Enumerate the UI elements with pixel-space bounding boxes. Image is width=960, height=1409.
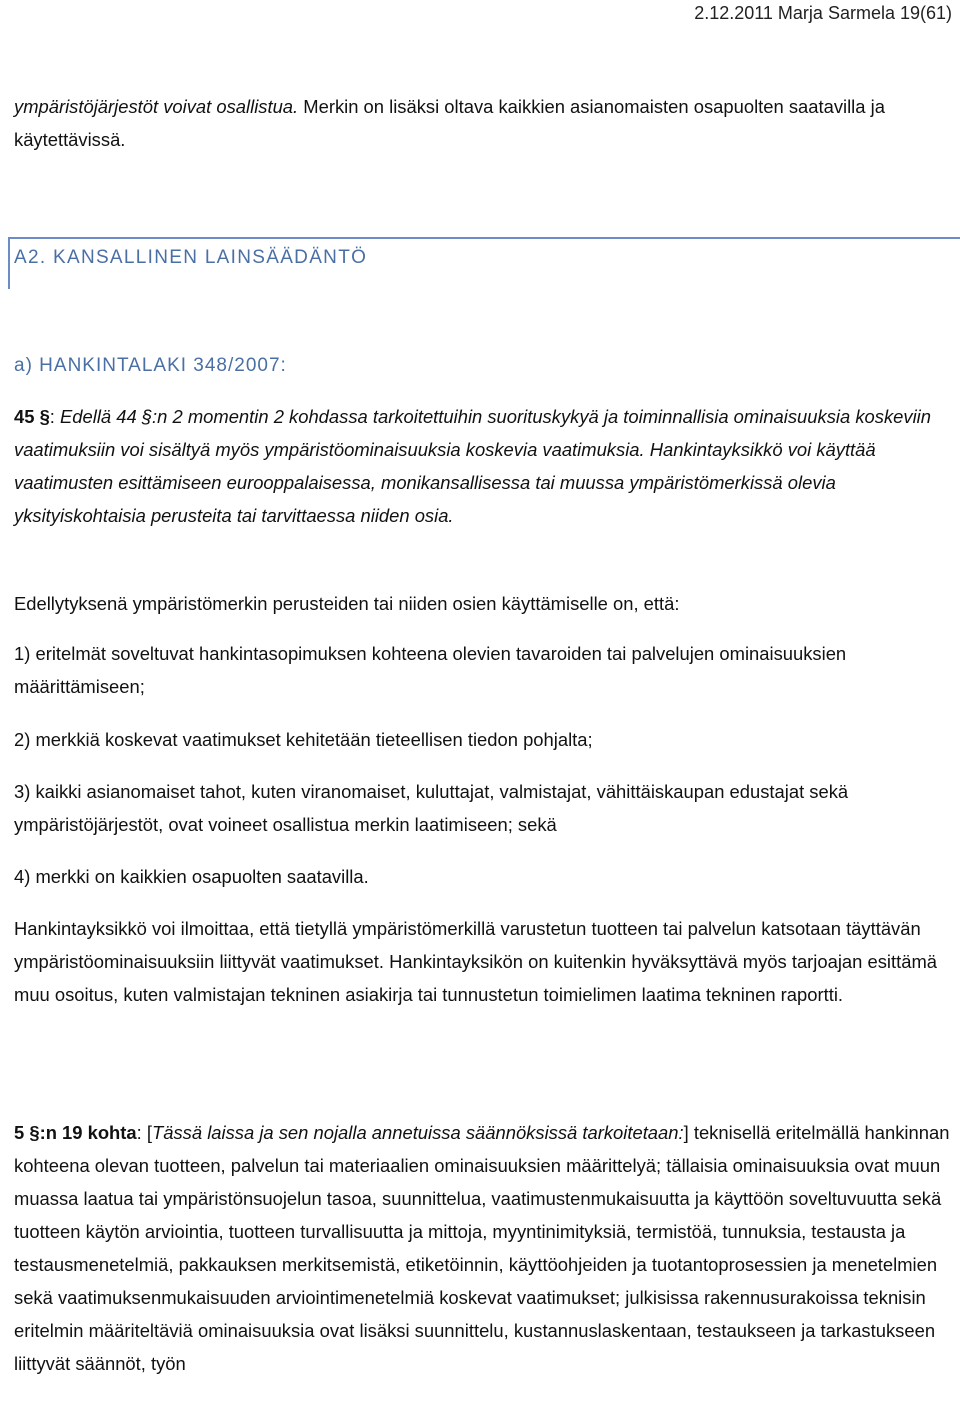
- paragraph-5-bracketed: Tässä laissa ja sen nojalla annetuissa säännöksissä tarkoitetaan:: [152, 1122, 684, 1143]
- paragraph-5-19: [14, 1116, 952, 1380]
- condition-item-4: 4) merkki on kaikkien osapuolten saatavilla.: [14, 866, 369, 887]
- condition-item-3: 3) kaikki asianomaiset tahot, kuten viranomaiset, kuluttajat, valmistajat, vähittäiskaupan edustajat sekä ympäristöjärjestöt, ovat voineet osallistua merkin laatimiseen; sekä: [14, 781, 849, 835]
- conditions-lead: Edellytyksenä ympäristömerkin perusteiden tai niiden osien käyttämiselle on, että:: [14, 593, 680, 614]
- announcement-paragraph: Hankintayksikkö voi ilmoittaa, että tietyllä ympäristömerkillä varustetun tuotteen tai palvelun katsotaan täyttävän ympäristöominaisuuksiin liittyvät vaatimukset. Hankintayksikön on kuitenkin hyväksyttävä myös tarjoajan esittämä muu osoitus, kuten valmistajan tekninen asiakirja tai tunnustetun toimielimen laatima tekninen raportti.: [14, 918, 937, 1005]
- paragraph-5-number: 5 §:n 19 kohta: [14, 1122, 137, 1143]
- intro-rest: Merkin on lisäksi oltava kaikkien asianomaisten osapuolten saatavilla ja käytettävissä.: [14, 96, 885, 150]
- section-title: A2. KANSALLINEN LAINSÄÄDÄNTÖ: [14, 247, 368, 268]
- paragraph-5-colon: : [: [136, 1122, 152, 1143]
- condition-item-1: 1) eritelmät soveltuvat hankintasopimuksen kohteena olevien tavaroiden tai palvelujen ominaisuuksien määrittämiseen;: [14, 643, 847, 697]
- paragraph-45-number: 45 §: [14, 406, 50, 427]
- page-header: 2.12.2011 Marja Sarmela 19(61): [694, 3, 952, 23]
- paragraph-45: [14, 400, 952, 532]
- condition-item-2: 2) merkkiä koskevat vaatimukset kehitetään tieteellisen tiedon pohjalta;: [14, 729, 593, 750]
- paragraph-5-close: ]: [683, 1122, 694, 1143]
- intro-paragraph: [14, 90, 952, 156]
- subsection-title: a) HANKINTALAKI 348/2007:: [14, 355, 287, 376]
- paragraph-5-text: teknisellä eritelmällä hankinnan kohteena olevan tuotteen, palvelun tai materiaalien ominaisuuksien määrittelyä; tällaisia ominaisuuksia ovat muun muassa laatua tai ympäristönsuojelun tasoa, suunnittelua, vaatimustenmukaisuutta ja käyttöön soveltuvuutta sekä tuotteen käytön arviointia, tuotteen turvallisuutta ja mittoja, myyntinimityksiä, termistöä, tunnuksia, testausta ja testausmenetelmiä, pakkauksen merkitsemistä, etiketöinnin, käyttöohjeiden ja tuotantoprosessien ja menetelmien sekä vaatimuksenmukaisuuden arviointimenetelmiä koskevat vaatimukset; julkisissa rakennusurakoissa teknisin eritelmin määriteltäviä ominaisuuksia ovat lisäksi suunnittelu, kustannuslaskentaan, testaukseen ja tarkastukseen liittyvät säännöt, työn: [14, 1122, 950, 1374]
- paragraph-45-colon: :: [49, 406, 61, 427]
- paragraph-45-text: Edellä 44 §:n 2 momentin 2 kohdassa tarkoitettuihin suorituskykyä ja toiminnallisia ominaisuuksia koskeviin vaatimuksiin voi sisältyä myös ympäristöominaisuuksia koskevia vaatimuksia. Hankintayksikkö voi käyttää vaatimusten esittämiseen eurooppalaisessa, monikansallisessa tai muussa ympäristömerkissä olevia yksityiskohtaisia perusteita tai tarvittaessa niiden osia.: [14, 406, 931, 526]
- intro-italic: ympäristöjärjestöt voivat osallistua.: [14, 96, 299, 117]
